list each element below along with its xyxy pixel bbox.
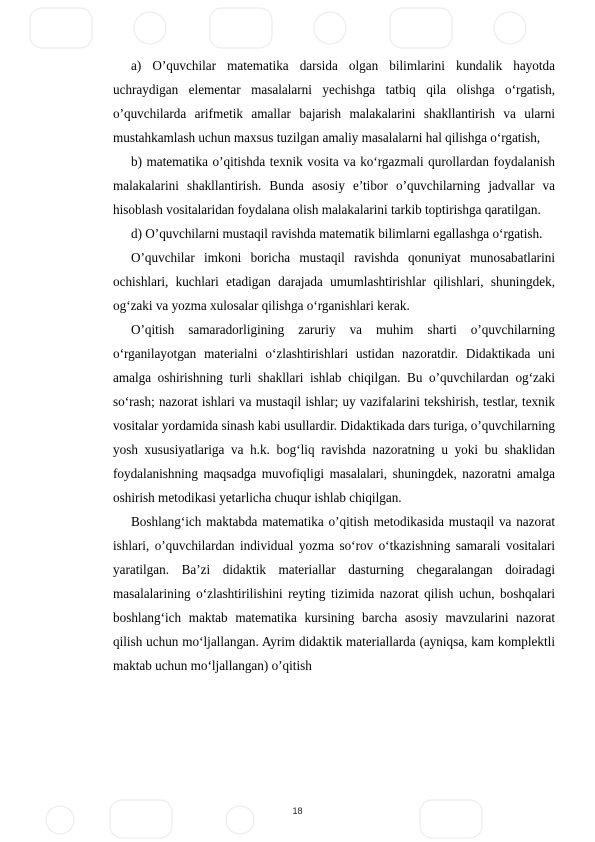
page-number: 18 [292, 806, 303, 816]
paragraph-b: b) matematika o’qitishda texnik vosita va ko‘rgazmali qurollardan foydalanish malakalarini shakllantirish. Bunda asosiy e’tibor o’quvchilarning jadvallar va hisoblash vositalaridan foydalana olish malakalarini tarkib toptirishga qaratilgan. [113, 154, 555, 217]
watermark-shape [390, 8, 526, 48]
paragraph-primary-school: Boshlang‘ich maktabda matematika o’qitish metodikasida mustaqil va nazorat ishlari, o’quvchilardan individual yozma so‘rov o‘tkazishning samarali vositalari yaratilgan. Ba’zi didaktik materiallar dasturning chegaralangan doiradagi masalalarining o‘zlashtirilishini reyting tizimida nazorat qilish uchun, boshqalari boshlang‘ich maktab matematika kursining barcha asosiy mavzularini nazorat qilish uchun mo‘ljallangan. Ayrim didaktik materiallarda (ayniqsa, kam komplektli maktab uchun mo‘ljallangan) o’qitish [113, 514, 555, 673]
body-text [113, 54, 555, 678]
watermark-shape [30, 8, 166, 48]
paragraph-a: a) O’quvchilar matematika darsida olgan bilimlarini kundalik hayotda uchraydigan elementar masalalarni yechishga tatbiq qila olishga o‘rgatish, o’quvchilarda arifmetik amallar bajarish malakalarini shakllantirish va ularni mustahkamlash uchun maxsus tuzilgan amaliy masalalarni hal qilishga o‘rgatish, [113, 58, 555, 145]
watermark-shape [210, 8, 346, 48]
paragraph-control: O’qitish samaradorligining zaruriy va muhim sharti o’quvchilarning o‘rganilayotgan materialni o‘zlashtirishlari ustidan nazoratdir. Didaktikada uni amalga oshirishning turli shakllari ishlab chiqilgan. Bu o’quvchilardan og‘zaki so‘rash; nazorat ishlari va mustaqil ishlar; uy vazifalarini tekshirish, testlar, texnik vositalar yordamida sinash kabi usullardir. Didaktikada dars turiga, o’quvchilarning yosh xususiyatlariga va h.k. bog‘liq ravishda nazoratning u yoki bu shaklidan foydalanishning maqsadga muvofiqligi masalalari, shuningdek, nazoratni amalga oshirish metodikasi yetarlicha chuqur ishlab chiqilgan. [113, 322, 555, 505]
paragraph-d: d) O’quvchilarni mustaqil ravishda matematik bilimlarni egallashga o‘rgatish. [131, 226, 543, 241]
paragraph-generalization: O’quvchilar imkoni boricha mustaqil ravishda qonuniyat munosabatlarini ochishlari, kuchlari etadigan darajada umumlashtirishlar qilishlari, shuningdek, og‘zaki va yozma xulosalar qilishga o‘rganishlari kerak. [113, 250, 555, 313]
